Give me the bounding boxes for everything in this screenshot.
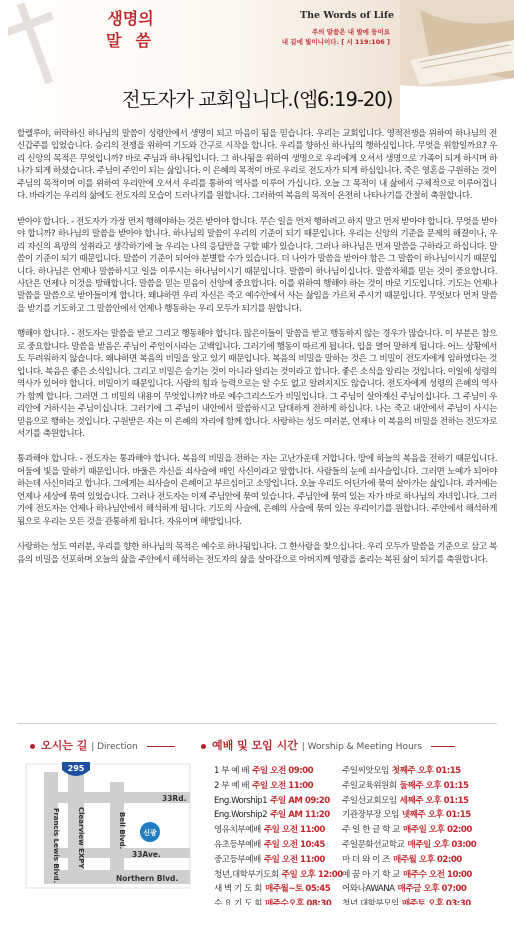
paragraph: 사랑하는 성도 여러분, 우리를 향한 하나님의 목적은 예수로 하나됨입니다. 그 한사람을 찾으십니다. 우리 모두가 말씀을 기준으로 삼고 복음의 비밀을 선포하며 오늘의 삶을 주안에서 해석하는 전도자의 삶을 살아감으로 아버지께 영광을 올리는 복된 삶이 되기를 축원합니다. <box>17 542 497 565</box>
logo-title <box>88 8 173 52</box>
words-of-life-label: The Words of Life <box>300 10 395 21</box>
schedule-time: 주일 오전 10:45 <box>263 839 325 850</box>
paragraph: 받아야 합니다. - 전도자가 가장 먼저 행해야하는 것은 받아야 합니다. 무슨 일을 먼저 행하려고 하지 말고 먼저 받아야 합니다. 무엇을 받아야 합니까? 하나님의 말씀을 받아야 합니다. 하나님의 말씀이 우리의 기준이 되기 때문입니다. 우리는 신앙의 기준을 문제의 해결이나, 우리 자신의 욕망의 성취라고 생각하기에 늘 우리는 나의 응답만을 구할 때가 있습니다. 그러나 하나님은 먼저 말씀을 구하라고 하십니다. 말씀이 기준이 되기 때문입니다. 말씀이 기준이 되어야 분별할 수가 있습니다. 더 나아가 말씀을 받아야 함은 그 말씀이 하나님이시기 때문입니다. 하나님은 언제나 말씀하시고 일을 이루시는 하나님이시기 때문입니다. 말씀이 하나님이십니다. 말씀자체를 믿는 것이 중요합니다. 사단은 언제나 이것을 방해합니다. 말씀을 믿는 믿음이 신앙에 중요합니다. 이를 위하여 행해야 하는 것이 바로 기도입니다. 기도는 언제나 말씀을 말씀으로 받아들이게 합니다. 왜냐하면 우리 자신은 죽고 예수안에서 사는 삶임을 가르쳐 주시기 때문입니다. 무엇보다 먼저 말씀을 받기를 기도하고 그 말씀안에서 언제나 행동하는 우리 모두가 되기를 원합니다. <box>17 216 497 314</box>
logo-area <box>0 0 185 90</box>
schedule-name: 새 벽 기 도 회 <box>214 884 262 895</box>
header-verse <box>210 27 390 47</box>
schedule-name: 주일교육위원회 <box>342 780 397 791</box>
schedule-name: Eng.Worship1 <box>214 795 268 806</box>
schedule-name: 중고등부예배 <box>214 854 261 865</box>
schedule-time: 넷째주 오후 01:15 <box>401 810 471 821</box>
logo-line2: 말씀 <box>106 31 165 50</box>
schedule-time: 주일 오후 12:00 <box>281 869 343 880</box>
schedule-time: 세째주 오후 01:15 <box>399 795 469 806</box>
directions-map <box>24 762 192 890</box>
schedule-row <box>342 853 512 868</box>
schedule-row <box>342 838 512 853</box>
schedule-name: 1 부 예 배 <box>214 766 250 776</box>
schedule-name: 주 일 한 글 학 교 <box>342 825 400 836</box>
schedule-time: 매주일 오후 03:00 <box>407 839 477 850</box>
schedule-time: 매주일 오후 02:00 <box>402 825 472 836</box>
directions-sub: | Direction <box>91 742 138 752</box>
street-bell: Bell Blvd. <box>118 812 126 850</box>
schedule-time: 매주금 오후 07:00 <box>397 884 467 895</box>
schedule-name: 유초등부예배 <box>214 839 261 850</box>
schedule-time: 매주월 오후 02:00 <box>392 854 462 865</box>
schedule-row <box>342 808 512 823</box>
schedule-name: Eng.Worship2 <box>214 810 268 821</box>
schedule-time: 매주월~토 05:45 <box>264 884 331 895</box>
street-northern: Northern Blvd. <box>116 874 179 883</box>
schedule-name: 영유치부예배 <box>214 825 261 836</box>
street-clearview: Clearview EXPY <box>77 807 85 869</box>
schedule-time: 주일 오전 09:00 <box>252 766 314 776</box>
sermon-body <box>17 128 497 579</box>
directions-heading <box>30 737 175 753</box>
page-title: 전도자가 교회입니다.(엡6:19-20) <box>121 88 393 111</box>
schedule-row <box>342 794 512 809</box>
schedule-row <box>342 882 512 897</box>
schedule-name: 기관장부장 모임 <box>342 810 399 821</box>
paragraph: 행해야 합니다. - 전도자는 말씀을 받고 그리고 행동해야 합니다. 많은이들이 말씀을 받고 행동하지 않는 경우가 많습니다. 이 부분은 참으로 중요합니다. 말씀을 받음은 주님이 주인이시라는 고백입니다. 그러기에 행동이 따르게 됩니다. 입을 열어 말하게 됩니다. 어느 상황에서도 두려워하지 않습니다. 왜냐하면 복음의 비밀을 알고 있기 때문입니다. 복음의 비밀을 말하는 것은 그 비밀이 전도자에게 임하였다는 것입니다. 복음은 좋은 소식입니다. 그리고 비밀은 숨기는 것이 아니라 알리는 것이라고 합니다. 좋은 소식을 알리는 것입니다. 이일에 성령의 역사가 있어야 합니다. 비밀이기 때문입니다. 사람의 힘과 능력으로는 알 수도 없고 알려지지도 않습니다. 전도자에게 성령의 은혜의 역사가 함께 합니다. 그러면 그 비밀의 내용이 무엇입니까? 바로 예수그리스도가 비밀입니다. 그 주님이 살아계신 주님이십니다. 그 주님이 우리안에 거하시는 주님이십니다. 그러기에 그 주님이 내안에서 말씀하시고 담대하게 전하게 하십니다. 나는 죽고 내안에서 주님이 사시는 믿음으로 행하는 것입니다. 구원받은 자는 이 은혜의 자리에 함께 합니다. 사랑하는 성도 여러분, 언제나 이 복음의 비밀을 전하는 전도자로 서기를 축원합니다. <box>17 329 497 439</box>
schedule-time: 주일 AM 09:20 <box>270 795 330 806</box>
heading-rule <box>431 746 455 747</box>
schedule-row <box>342 823 512 838</box>
cross-icon <box>8 0 92 84</box>
heading-rule <box>147 746 175 747</box>
schedule-name: 마 더 와 이 즈 <box>342 854 390 865</box>
logo-line1: 생명의 <box>107 9 154 28</box>
street-francis-lewis: Francis Lewis Blvd. <box>52 808 60 884</box>
header-banner <box>0 0 514 130</box>
schedule-row <box>342 764 512 779</box>
schedule-row <box>342 779 512 794</box>
road-33ave <box>44 848 190 858</box>
street-33rd: 33Rd. <box>162 794 187 803</box>
schedule-time: 주일 AM 11:20 <box>270 810 330 821</box>
section-divider <box>17 723 497 724</box>
schedule-name: 주일씨앗모임 <box>342 766 389 776</box>
bullet-icon <box>30 744 35 749</box>
schedule-time: 첫째주 오후 01:15 <box>391 766 461 776</box>
worship-heading <box>201 737 455 753</box>
verse-line1: 주의 말씀은 내 발에 등이요 <box>311 28 390 36</box>
worship-sub: | Worship & Meeting Hours <box>301 742 423 752</box>
highway-label: 295 <box>67 764 85 773</box>
schedule-time: 매주수 오전 10:00 <box>402 869 472 880</box>
schedule-name: 예 꿈 아 기 학 교 <box>342 869 400 880</box>
worship-title: 예배 및 모임 시간 <box>212 739 298 752</box>
schedule-row <box>342 868 512 883</box>
church-marker-label: 신광 <box>143 829 157 837</box>
schedule-name: 청년,대학부기도회 <box>214 869 279 880</box>
schedule-name: 어와나AWANA <box>342 884 395 895</box>
footer-space <box>0 905 514 930</box>
worship-list-right <box>342 764 512 912</box>
schedule-time: 주일 오전 11:00 <box>252 780 314 791</box>
schedule-time: 둘째주 오후 01:15 <box>399 780 469 791</box>
paragraph: 할렐루야, 허락하신 하나님의 말씀이 성령안에서 생명이 되고 마음이 됨을 믿습니다. 우리는 교회입니다. 영적전쟁을 위하여 하나님의 전신갑주를 입었습니다. 승리의 전쟁을 위하여 기도와 간구로 시작을 합니다. 우리를 향하신 하나님의 행하심입니다. 무엇을 위함일까요? 우리 신앙의 목적은 무엇입니까? 바로 주님과 하나됨입니다. 그 하나됨을 위하여 생명으로 우리에게 오셔서 생명으로 가족이 되게 하시며 하나가 되게 하셨습니다. 주님이 주인이 되는 삶입니다. 이 은혜의 목적이 바로 우리로 전도자가 되게 하심입니다. 죽은 영혼을 구원하는 것이 주님의 목적이며 이를 위하여 우리안에 오셔서 우리를 통하여 역사를 이루어 가십니다. 오늘 그 목적이 내 삶에서 구체적으로 이루어집니다. 바라기는 우리의 삶에도 전도자의 모습이 드러나기를 원합니다. 그러하여 복음의 목적이 온전히 나타나기를 간절히 축원합니다. <box>17 129 497 202</box>
paragraph: 통과해야 합니다. - 전도자는 통과해야 합니다. 복음의 비밀을 전하는 자는 고난가운데 거합니다. 땅에 하늘의 복음을 전하기 때문입니다. 어둠에 빛을 말하기 때문입니다. 바울은 자신을 쇠사슬에 매인 사신이라고 말합니다. 사람들의 눈에 쇠사슬입니다. 그러면 노예가 되어야 하는데 사신이라고 합니다. 그에게는 쇠사슬이 은혜이고 부르심이고 소망입니다. 오늘 우리도 어딘가에 묶여 살아가는 삶입니다. 과거에는 언제나 세상에 묶여 있었습니다. 그러나 전도자는 이제 주님안에 묶여 있습니다. 주님안에 묶여 있는 자가 바로 하나님의 자녀입니다. 그러기에 전도자는 언제나 하나님안에서 해석하게 됩니다. 기도의 사슬에, 은혜의 사슬에 묶여 있는 우리이기를 원합니다. 주안에서 해석하게 됨으로 우리는 모든 것을 관통하게 됩니다. 자유이며 해방입니다. <box>17 454 497 527</box>
verse-line2: 내 길에 빛이니이다. [ 시 119:106 ] <box>281 38 390 46</box>
schedule-time: 주일 오전 11:00 <box>263 825 325 836</box>
schedule-name: 주일문화선교학교 <box>342 839 405 850</box>
directions-title: 오시는 길 <box>41 739 88 752</box>
schedule-name: 2 부 예 배 <box>214 780 250 791</box>
street-33ave: 33Ave. <box>132 850 161 859</box>
schedule-name: 주일선교회모임 <box>342 795 397 806</box>
bullet-icon <box>201 744 206 749</box>
schedule-time: 주일 오전 11:00 <box>263 854 325 865</box>
